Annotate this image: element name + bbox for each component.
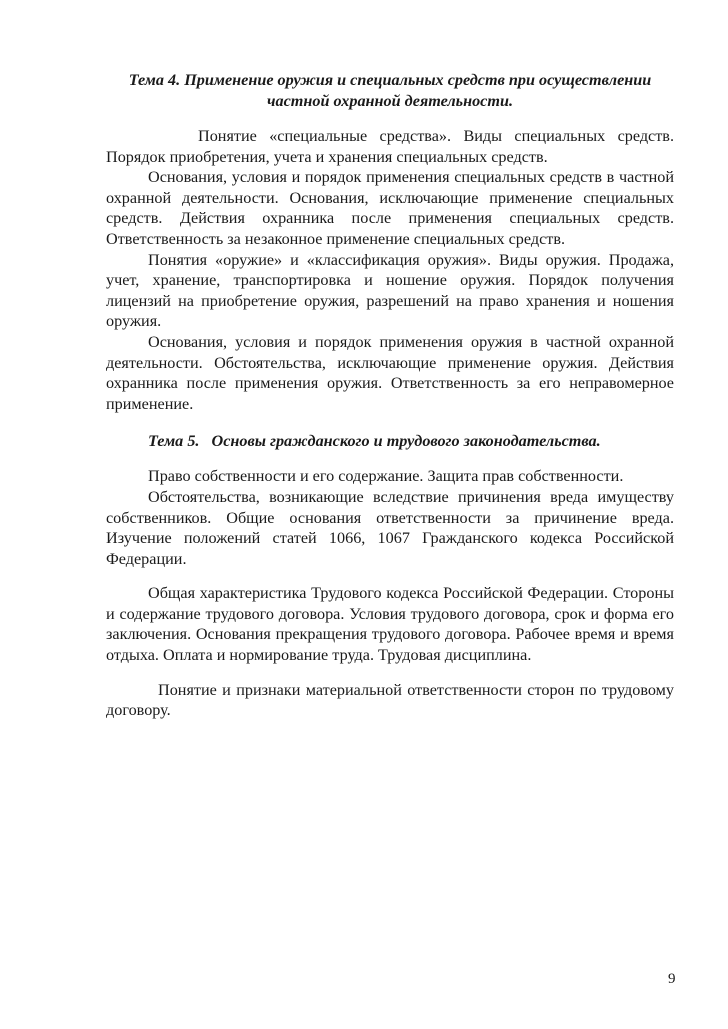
topic-5-paragraph: Право собственности и его содержание. Защита прав собственности. xyxy=(148,467,624,486)
topic-4-paragraph: Понятие «специальные средства». Виды специальных средств. Порядок приобретения, учета и хранения специальных средств. xyxy=(106,127,674,166)
topic-4-paragraph: Основания, условия и порядок применения специальных средств в частной охранной деятельности. Основания, исключающие применение специальных средств. Действия охранника после применения специальных средств. Ответственность за незаконное применение специальных средств. xyxy=(106,168,674,248)
topic-5-title: Основы гражданского и трудового законодательства. xyxy=(211,432,601,451)
topic-4-title-line-2: частной охранной деятельности. xyxy=(267,92,513,110)
topic-4-heading xyxy=(106,70,674,112)
topic-5-paragraph: Общая характеристика Трудового кодекса Российской Федерации. Стороны и содержание трудового договора. Условия трудового договора, срок и форма его заключения. Основания прекращения трудового договора. Рабочее время и время отдыха. Оплата и нормирование труда. Трудовая дисциплина. xyxy=(106,584,674,665)
paragraph-gap xyxy=(106,666,674,680)
topic-5-number: Тема 5. xyxy=(148,432,200,451)
paragraph-gap xyxy=(106,569,674,583)
topic-5-heading xyxy=(106,431,674,452)
topic-4-paragraph: Понятия «оружие» и «классификация оружия». Виды оружия. Продажа, учет, хранение, транспортировка и ношение оружия. Порядок получения лицензий на приобретение оружия, разрешений на право хранения и ношения оружия. xyxy=(106,250,674,331)
topic-4-title-line-1: Тема 4. Применение оружия и специальных средств при осуществлении xyxy=(128,71,652,89)
page-number: 9 xyxy=(668,971,676,987)
topic-4-paragraph: Основания, условия и порядок применения оружия в частной охранной деятельности. Обстоятельства, исключающие применение оружия. Действия охранника после применения оружия. Ответственность за его неправомерное применение. xyxy=(106,332,674,413)
topic-5-paragraph: Обстоятельства, возникающие вследствие причинения вреда имуществу собственников. Общие основания ответственности за причинение вреда. Изучение положений статей 1066, 1067 Гражданского кодекса Российской Федерации. xyxy=(106,487,674,568)
document-page xyxy=(106,70,674,721)
topic-5-paragraph: Понятие и признаки материальной ответственности сторон по трудовому договору. xyxy=(106,680,674,720)
